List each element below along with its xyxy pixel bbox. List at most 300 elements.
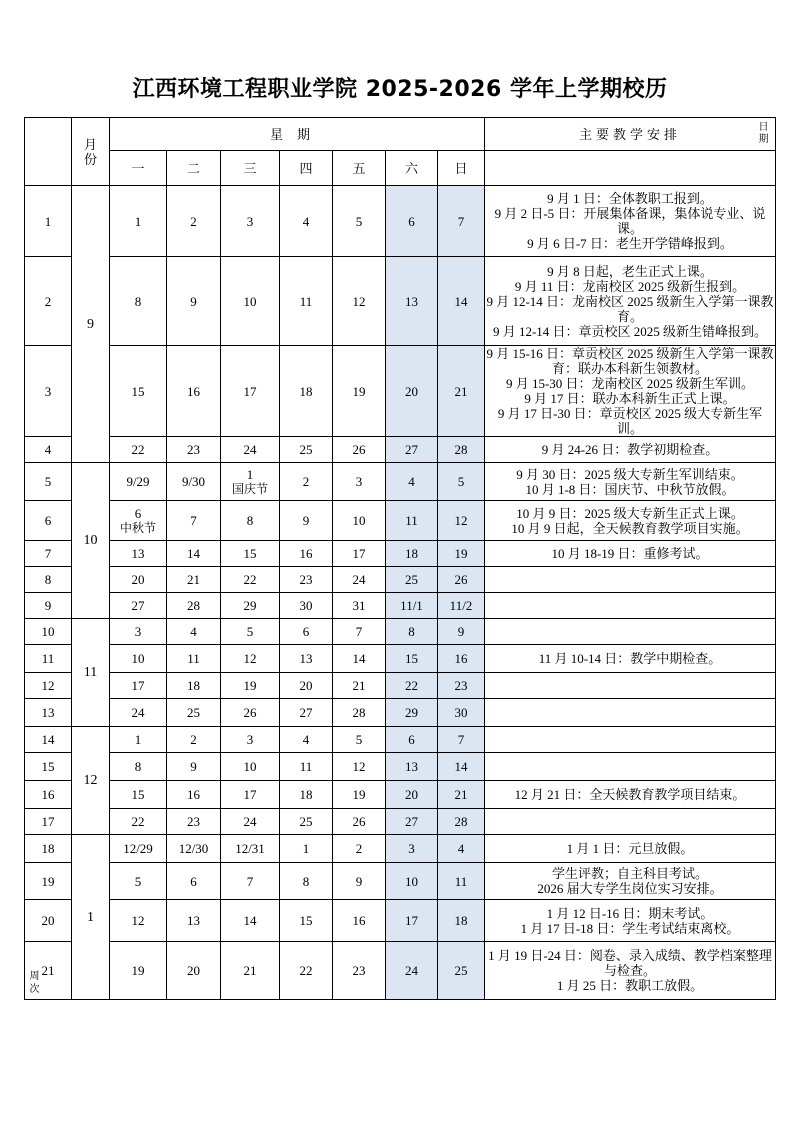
day-cell (438, 186, 485, 257)
week-row (25, 501, 776, 541)
day-number: 13 (405, 293, 418, 309)
day-number: 25 (299, 442, 313, 457)
day-number: 26 (352, 814, 366, 829)
weekday-wed: 三 (221, 151, 280, 186)
week-row (25, 346, 776, 437)
day-number: 14 (454, 293, 468, 309)
day-number: 25 (299, 814, 313, 829)
day-cell (110, 567, 167, 593)
week-row (25, 645, 776, 673)
day-number: 23 (454, 678, 468, 693)
day-number: 10 (131, 651, 145, 666)
day-cell (386, 541, 438, 567)
day-cell (110, 463, 167, 501)
day-cell (386, 727, 438, 753)
day-cell (280, 567, 333, 593)
day-number: 12 (454, 513, 468, 528)
day-number: 20 (299, 678, 313, 693)
day-cell (280, 699, 333, 727)
day-number: 12 (131, 913, 145, 928)
arrangement-note: 9 月 2 日-5 日：开展集体备课，集体说专业、说课。 (494, 206, 766, 236)
arrangement-note: 1 月 25 日：教职工放假。 (556, 978, 704, 993)
day-number: 1 (302, 841, 310, 856)
week-row (25, 727, 776, 753)
day-number: 15 (299, 913, 313, 928)
day-cell (438, 809, 485, 835)
arrangement-cell (485, 727, 776, 753)
day-cell (280, 942, 333, 1000)
day-number: 6 (408, 213, 415, 229)
day-number: 21 (243, 963, 257, 978)
day-number: 24 (243, 442, 257, 457)
weekday-tue: 二 (167, 151, 221, 186)
week-number: 12 (25, 673, 72, 699)
day-cell (280, 781, 333, 809)
arrangement-note: 9 月 17 日-30 日：章贡校区 2025 级大专新生军训。 (497, 406, 763, 436)
day-cell (280, 186, 333, 257)
week-row (25, 619, 776, 645)
day-number: 10 (243, 759, 257, 774)
day-number: 31 (352, 598, 366, 613)
day-number: 28 (454, 442, 468, 457)
arrangement-note: 学生评教；自主科目考试。 (551, 866, 708, 881)
day-cell (110, 593, 167, 619)
week-number: 19 (25, 863, 72, 900)
day-number: 20 (405, 383, 418, 399)
day-number: 9 (190, 293, 197, 309)
day-number: 21 (454, 383, 468, 399)
day-cell (280, 257, 333, 346)
day-number: 11 (299, 293, 313, 309)
day-cell (167, 593, 221, 619)
day-cell (167, 673, 221, 699)
day-number: 17 (243, 787, 257, 802)
day-number: 7 (190, 513, 197, 528)
day-number: 3 (246, 732, 254, 747)
week-row (25, 942, 776, 1000)
day-number: 8 (246, 513, 254, 528)
day-number: 1 (134, 732, 142, 747)
day-cell (110, 501, 167, 541)
arrangement-header: 主要教学安排 (485, 118, 776, 151)
day-number: 16 (187, 787, 200, 802)
day-cell (221, 501, 280, 541)
arrangement-cell (485, 593, 776, 619)
week-number: 2 (25, 257, 72, 346)
day-cell (438, 699, 485, 727)
day-number: 7 (246, 873, 254, 889)
arrangement-note: 10 月 9 日：2025 级大专新生正式上课。 (516, 505, 744, 521)
day-number: 18 (187, 678, 200, 693)
day-number: 13 (187, 913, 200, 928)
week-row (25, 437, 776, 463)
day-number: 15 (405, 651, 418, 666)
arrangement-note: 11 月 10-14 日：教学中期检查。 (538, 651, 722, 666)
week-number: 18 (25, 835, 72, 863)
day-number: 25 (405, 572, 418, 587)
week-number: 13 (25, 699, 72, 727)
day-number: 3 (408, 841, 415, 856)
weekday-thu: 四 (280, 151, 333, 186)
day-cell (280, 727, 333, 753)
day-cell (221, 619, 280, 645)
day-number: 23 (299, 572, 313, 587)
arrangement-note: 9 月 24-26 日：教学初期检查。 (541, 442, 719, 457)
day-number: 19 (454, 546, 468, 561)
day-cell (167, 186, 221, 257)
day-cell (438, 900, 485, 942)
week-number: 17 (25, 809, 72, 835)
day-cell (221, 257, 280, 346)
day-cell (333, 619, 386, 645)
day-cell (333, 463, 386, 501)
day-number: 4 (457, 841, 465, 856)
arrangement-note: 9 月 6 日-7 日：老生开学错峰报到。 (527, 236, 733, 251)
day-number: 22 (131, 814, 145, 829)
arrangement-cell (485, 900, 776, 942)
day-cell (280, 541, 333, 567)
month-cell: 9 (72, 186, 110, 463)
week-row (25, 699, 776, 727)
day-number: 19 (352, 383, 366, 399)
day-number: 19 (352, 787, 366, 802)
day-number: 27 (131, 598, 145, 613)
day-number: 26 (352, 442, 366, 457)
day-number: 16 (187, 383, 200, 399)
day-cell (386, 186, 438, 257)
weekday-sat: 六 (386, 151, 438, 186)
day-number: 29 (405, 705, 418, 720)
arrangement-cell (485, 753, 776, 781)
day-cell (280, 346, 333, 437)
day-cell (280, 645, 333, 673)
day-number: 2 (190, 732, 197, 747)
day-cell (280, 809, 333, 835)
day-cell (386, 501, 438, 541)
week-row (25, 567, 776, 593)
day-number: 13 (405, 759, 418, 774)
day-cell (333, 645, 386, 673)
day-number: 26 (243, 705, 257, 720)
day-number: 23 (187, 814, 200, 829)
day-number: 3 (246, 213, 254, 229)
day-number: 6 (302, 624, 310, 639)
day-number: 20 (405, 787, 418, 802)
week-row (25, 809, 776, 835)
day-cell (221, 437, 280, 463)
day-cell (386, 567, 438, 593)
day-cell (280, 900, 333, 942)
day-cell (221, 781, 280, 809)
day-number: 4 (302, 213, 310, 229)
day-cell (110, 437, 167, 463)
day-cell (386, 699, 438, 727)
day-cell (386, 673, 438, 699)
day-number: 12 (352, 293, 366, 309)
day-cell (221, 567, 280, 593)
week-row (25, 186, 776, 257)
day-number: 7 (355, 624, 363, 639)
week-number: 7 (25, 541, 72, 567)
day-number: 16 (352, 913, 366, 928)
day-number: 3 (134, 624, 142, 639)
day-cell (221, 753, 280, 781)
day-number: 22 (243, 572, 257, 587)
day-cell (386, 809, 438, 835)
arrangement-note: 1 月 19 日-24 日：阅卷、录入成绩、教学档案整理与检查。 (488, 948, 772, 978)
day-number: 11/2 (449, 598, 473, 613)
day-cell (438, 501, 485, 541)
day-cell (110, 863, 167, 900)
day-cell (110, 186, 167, 257)
day-cell (110, 727, 167, 753)
week-row (25, 753, 776, 781)
arrangement-subheader (485, 151, 776, 186)
arrangement-note: 9 月 1 日：全体教职工报到。 (547, 191, 713, 206)
day-number: 12 (243, 651, 257, 666)
day-number: 8 (134, 293, 142, 309)
day-cell (221, 593, 280, 619)
day-cell (333, 541, 386, 567)
day-cell (280, 619, 333, 645)
arrangement-cell (485, 567, 776, 593)
day-cell (167, 346, 221, 437)
week-row (25, 541, 776, 567)
arrangement-note: 9 月 12-14 日：章贡校区 2025 级新生错峰报到。 (492, 323, 768, 339)
day-number: 25 (187, 705, 200, 720)
day-cell (167, 699, 221, 727)
day-number: 24 (131, 705, 145, 720)
day-number: 17 (352, 546, 366, 561)
day-cell (167, 942, 221, 1000)
day-cell (280, 437, 333, 463)
day-cell (280, 835, 333, 863)
day-cell (221, 673, 280, 699)
arrangement-note: 9 月 11 日：龙南校区 2025 级新生报到。 (514, 278, 746, 294)
day-number: 4 (408, 474, 415, 489)
day-number: 24 (405, 963, 418, 978)
day-cell (438, 541, 485, 567)
arrangement-note: 1 月 12 日-16 日：期末考试。 (546, 905, 714, 921)
arrangement-cell (485, 463, 776, 501)
day-number: 2 (302, 474, 310, 489)
arrangement-note: 10 月 1-8 日：国庆节、中秋节放假。 (525, 481, 735, 497)
day-number: 4 (190, 624, 197, 639)
day-cell (333, 809, 386, 835)
day-number: 6 (408, 732, 415, 747)
day-number: 9 (302, 513, 310, 528)
arrangement-note: 10 月 18-19 日：重修考试。 (551, 546, 709, 561)
month-cell: 11 (72, 619, 110, 727)
day-cell (110, 781, 167, 809)
day-number: 14 (243, 913, 257, 928)
day-cell (333, 835, 386, 863)
day-cell (167, 809, 221, 835)
week-number: 6 (25, 501, 72, 541)
month-cell: 10 (72, 463, 110, 619)
day-cell (221, 645, 280, 673)
arrangement-cell (485, 257, 776, 346)
day-cell (167, 727, 221, 753)
day-cell (386, 346, 438, 437)
day-number: 9/29 (126, 474, 150, 489)
day-number: 22 (131, 442, 145, 457)
day-cell (167, 541, 221, 567)
day-number: 11 (454, 873, 468, 889)
day-cell (280, 673, 333, 699)
day-cell (110, 809, 167, 835)
day-cell (221, 809, 280, 835)
day-cell (221, 541, 280, 567)
day-number: 7 (457, 732, 465, 747)
day-number: 19 (243, 678, 257, 693)
day-number: 1 (246, 466, 254, 482)
day-number: 5 (246, 624, 254, 639)
day-number: 5 (355, 213, 363, 229)
day-cell (221, 186, 280, 257)
day-cell (333, 593, 386, 619)
arrangement-cell (485, 942, 776, 1000)
arrangement-cell (485, 863, 776, 900)
day-cell (438, 727, 485, 753)
arrangement-cell (485, 541, 776, 567)
day-cell (333, 567, 386, 593)
day-number: 18 (454, 913, 468, 928)
day-number: 15 (243, 546, 257, 561)
day-cell (386, 942, 438, 1000)
day-cell (438, 619, 485, 645)
day-cell (333, 753, 386, 781)
arrangement-note: 10 月 9 日起，全天候教育教学项目实施。 (511, 520, 749, 536)
day-number: 21 (352, 678, 366, 693)
day-number: 18 (299, 383, 313, 399)
day-cell (167, 863, 221, 900)
day-cell (333, 673, 386, 699)
day-cell (438, 781, 485, 809)
week-number: 9 (25, 593, 72, 619)
day-number: 12 (352, 759, 366, 774)
day-number: 22 (299, 963, 313, 978)
week-number: 14 (25, 727, 72, 753)
day-cell (167, 645, 221, 673)
day-cell (280, 463, 333, 501)
day-number: 9 (190, 759, 197, 774)
day-number: 28 (187, 598, 200, 613)
day-number: 17 (243, 383, 257, 399)
day-number: 8 (408, 624, 415, 639)
week-header: 星期 (110, 118, 485, 151)
day-number: 27 (405, 814, 418, 829)
day-cell (221, 835, 280, 863)
arrangement-note: 9 月 8 日起，老生正式上课。 (547, 263, 713, 279)
day-cell (221, 346, 280, 437)
arrangement-note: 9 月 30 日：2025 级大专新生军训结束。 (516, 466, 744, 482)
arrangement-cell (485, 699, 776, 727)
day-cell (386, 437, 438, 463)
holiday-label: 国庆节 (231, 481, 268, 496)
week-number: 21 (25, 942, 72, 1000)
day-number: 10 (352, 513, 366, 528)
month-cell: 1 (72, 835, 110, 1000)
week-number: 1 (25, 186, 72, 257)
day-number: 7 (457, 213, 465, 229)
day-cell (110, 699, 167, 727)
day-cell (333, 346, 386, 437)
day-number: 6 (190, 873, 197, 889)
day-number: 22 (405, 678, 418, 693)
day-number: 20 (187, 963, 200, 978)
day-cell (110, 942, 167, 1000)
day-number: 27 (405, 442, 418, 457)
day-cell (438, 942, 485, 1000)
day-cell (221, 900, 280, 942)
day-cell (333, 863, 386, 900)
day-cell (110, 619, 167, 645)
arrangement-note: 9 月 17 日：联办本科新生正式上课。 (524, 391, 736, 406)
arrangement-note: 9 月 15-16 日：章贡校区 2025 级新生入学第一课教育：联办本科新生领教材。 (486, 346, 774, 376)
week-number: 20 (25, 900, 72, 942)
day-cell (221, 942, 280, 1000)
day-number: 27 (299, 705, 313, 720)
day-number: 18 (405, 546, 418, 561)
day-cell (221, 727, 280, 753)
day-cell (167, 900, 221, 942)
day-number: 21 (187, 572, 200, 587)
week-row (25, 593, 776, 619)
day-cell (333, 437, 386, 463)
day-number: 14 (454, 759, 468, 774)
day-cell (280, 753, 333, 781)
day-number: 9/30 (181, 474, 206, 489)
arrangement-note: 1 月 17 日-18 日：学生考试结束离校。 (520, 920, 740, 936)
day-number: 29 (243, 598, 257, 613)
day-number: 6 (134, 505, 142, 521)
day-number: 12/30 (178, 841, 209, 856)
week-row (25, 863, 776, 900)
arrangement-cell (485, 645, 776, 673)
week-row (25, 781, 776, 809)
day-number: 28 (352, 705, 366, 720)
day-number: 11 (299, 759, 313, 774)
day-number: 16 (454, 651, 468, 666)
arrangement-cell (485, 346, 776, 437)
day-number: 2 (190, 213, 197, 229)
weekday-mon: 一 (110, 151, 167, 186)
month-cell: 12 (72, 727, 110, 835)
day-cell (167, 567, 221, 593)
day-number: 30 (454, 705, 468, 720)
day-number: 25 (454, 963, 468, 978)
day-number: 5 (355, 732, 363, 747)
day-number: 10 (243, 293, 257, 309)
week-number: 15 (25, 753, 72, 781)
day-cell (110, 835, 167, 863)
day-number: 11 (187, 651, 200, 666)
arrangement-note: 9 月 15-30 日：龙南校区 2025 级新生军训。 (505, 376, 755, 391)
day-cell (438, 437, 485, 463)
arrangement-cell (485, 835, 776, 863)
day-cell (167, 619, 221, 645)
day-number: 3 (355, 474, 363, 489)
arrangement-note: 1 月 1 日：元旦放假。 (566, 841, 694, 856)
day-cell (221, 699, 280, 727)
day-number: 14 (187, 546, 200, 561)
week-number: 11 (25, 645, 72, 673)
day-cell (167, 781, 221, 809)
day-number: 13 (131, 546, 145, 561)
day-cell (280, 501, 333, 541)
day-cell (167, 753, 221, 781)
